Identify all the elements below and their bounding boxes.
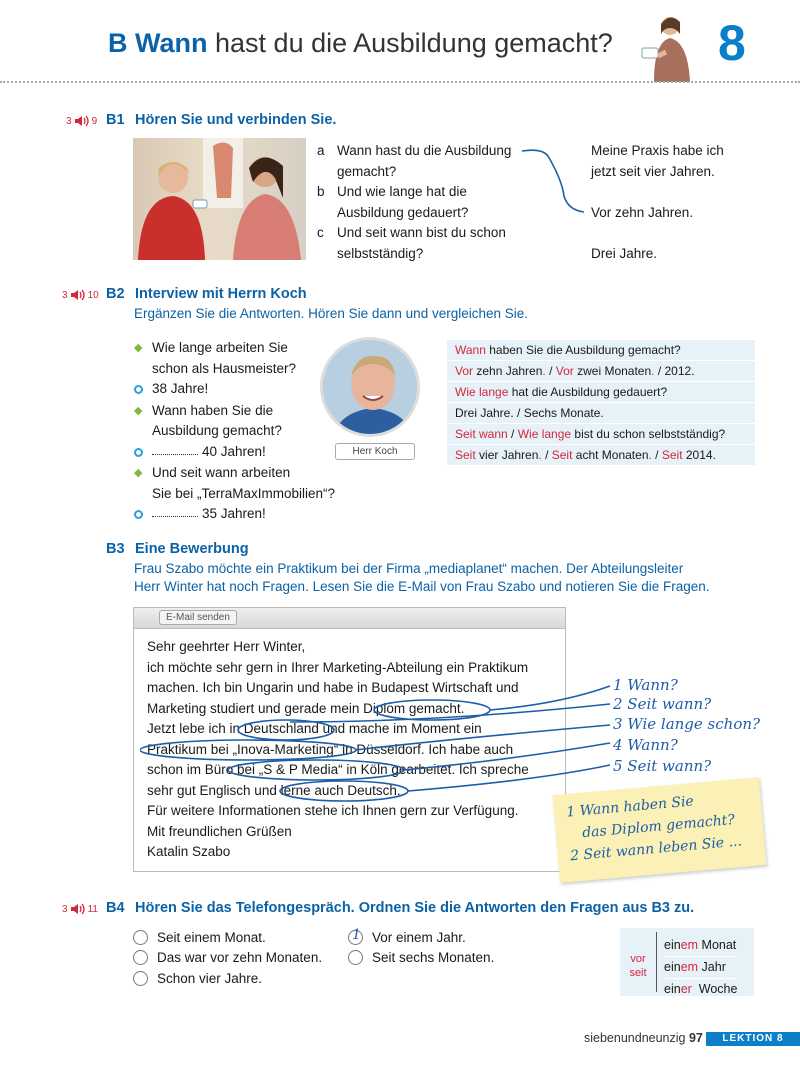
b1-answers: Meine Praxis habe ich jetzt seit vier Jahren. Vor zehn Jahren. Drei Jahre. — [591, 143, 724, 261]
grammar-items: einem Monat einem Jahr einer Woche — [664, 935, 737, 1001]
b2-grammar-table — [447, 340, 755, 466]
circle-bullet-icon — [134, 385, 143, 394]
answer-option[interactable]: 1 Vor einem Jahr. — [348, 927, 494, 948]
circled-phrase: im Büro bei „S & P Media“ in Köln — [186, 762, 388, 777]
b1-code: B1 — [106, 112, 125, 128]
send-email-button[interactable]: E-Mail senden — [159, 610, 237, 625]
b1-photo — [133, 138, 306, 260]
grammar-prepositions: vor seit — [629, 953, 647, 979]
radio-circle[interactable] — [133, 930, 148, 945]
handwritten-question: 3 Wie lange schon? — [613, 715, 761, 733]
b4-options-col2 — [348, 927, 494, 968]
answer-option[interactable]: Seit einem Monat. — [133, 927, 322, 948]
radio-circle[interactable] — [348, 950, 363, 965]
question-a: a Wann hast du die Ausbildung — [317, 143, 512, 158]
question-c: c Und seit wann bist du schon — [317, 225, 506, 240]
b1-title: Hören Sie und verbinden Sie. — [135, 112, 337, 128]
table-row: Wann haben Sie die Ausbildung gemacht? — [447, 340, 755, 361]
answer-option[interactable]: Das war vor zehn Monaten. — [133, 948, 322, 969]
speaker-icon — [70, 289, 86, 301]
audio-track-b2[interactable]: 3 10 — [62, 289, 99, 301]
b1-connector-line — [520, 144, 592, 224]
b2-heading: B2 Interview mit Herrn Koch — [106, 286, 307, 302]
photo-caption: Herr Koch — [335, 443, 415, 460]
track-cd: 3 — [66, 115, 72, 127]
audio-track-b1[interactable] — [66, 115, 97, 127]
handwritten-question: 2 Seit wann? — [613, 695, 712, 713]
lesson-badge: LEKTION 8 — [706, 1032, 800, 1045]
table-row: Seit vier Jahren. / Seit acht Monaten. / Seit 2014. — [447, 445, 755, 466]
table-row: Wie lange hat die Ausbildung gedauert? — [447, 382, 755, 403]
b3-instruction: Frau Szabo möchte ein Praktikum bei der Firma „mediaplanet“ machen. Der Abteilungsleiter Herr Winter hat noch Fragen. Lesen Sie die E-Mail von Frau Szabo und notieren Sie die Fragen. — [134, 561, 710, 594]
email-body: Sehr geehrter Herr Winter, ich möchte sehr gern in Ihrer Marketing-Abteilung ein Praktikum machen. Ich bin Ungarin und habe in Budapest Wirtschaft und Marketing studiert und gerade mein Diplom gemacht. Jetzt lebe ich in Deutschland und mache im Moment ein Praktikum bei „Inova-Marketing“ in Düsseldorf. Ich habe auch schon im Büro bei „S & P Media“ in Köln gearbeitet. Ich spreche sehr gut Englisch und lerne auch Deutsch. Für weitere Informationen stehe ich Ihnen gern zur Verfügung. Mit freundlichen Grüßen Katalin Szabo — [147, 639, 529, 859]
b4-heading: B4 Hören Sie das Telefongespräch. Ordnen Sie die Antworten den Fragen aus B3 zu. — [106, 900, 695, 916]
speaker-icon — [74, 115, 90, 127]
track-number: 9 — [91, 115, 98, 127]
radio-circle[interactable] — [133, 950, 148, 965]
page-footer — [584, 1031, 703, 1045]
answer-gap[interactable] — [152, 442, 198, 455]
page-number: 97 — [688, 1031, 703, 1045]
circled-phrase: Diplom gemacht. — [363, 700, 465, 716]
radio-circle[interactable] — [348, 926, 363, 945]
answer-option[interactable]: Seit sechs Monaten. — [348, 948, 494, 969]
page-number-word: siebenundneunzig — [584, 1031, 686, 1045]
diamond-icon: ◆ — [134, 342, 143, 354]
circle-bullet-icon — [134, 510, 143, 519]
section-letter: B — [108, 28, 128, 58]
title-bold-word: Wann — [135, 28, 208, 58]
circle-bullet-icon — [134, 448, 143, 457]
sticky-note-text: 1 Wann haben Sie das Diplom gemacht? 2 Seit wann leben Sie ... — [565, 793, 743, 865]
table-row: Vor zehn Jahren. / Vor zwei Monaten. / 2012. — [447, 361, 755, 382]
title-rest: hast du die Ausbildung gemacht? — [215, 28, 613, 58]
filled-answer-number: 1 — [352, 926, 361, 943]
circled-phrase: Praktikum bei „Inova-Marketing“ — [147, 741, 339, 757]
b2-dialog: ◆ Wie lange arbeiten Sie schon als Hausmeister? 38 Jahre! ◆ Wann haben Sie die Ausbildung gemacht? 40 Jahren! ◆ Und seit wann arbeiten Sie bei „TerraMaxImmobilien“? 35 Jahren! — [134, 340, 336, 521]
teacher-photo — [630, 12, 706, 82]
b2-instruction: Ergänzen Sie die Antworten. Hören Sie dann und vergleichen Sie. — [134, 306, 529, 321]
question-b: b Und wie lange hat die — [317, 184, 467, 199]
answer-option[interactable]: Schon vier Jahre. — [133, 968, 322, 989]
b3-heading: B3 Eine Bewerbung — [106, 541, 249, 557]
b1-questions: a Wann hast du die Ausbildung gemacht? b Und wie lange hat die Ausbildung gedauert? c Und seit wann bist du schon selbstständig? — [317, 143, 512, 261]
b4-options-col1 — [133, 927, 322, 989]
lesson-number: 8 — [718, 15, 746, 71]
handwritten-annotations — [140, 670, 620, 810]
handwritten-question: 4 Wann? — [613, 736, 678, 754]
table-row: Seit wann / Wie lange bist du schon selbstständig? — [447, 424, 755, 445]
circled-phrase: lerne auch Deutsch. — [280, 782, 401, 798]
handwritten-question: 1 Wann? — [613, 676, 678, 694]
radio-circle[interactable] — [133, 971, 148, 986]
diamond-icon: ◆ — [134, 404, 143, 417]
page-title — [108, 28, 613, 59]
b1-heading — [106, 111, 336, 129]
footer-line — [706, 1045, 800, 1046]
answer-gap[interactable] — [152, 504, 198, 517]
circled-phrase: in Deutschland — [229, 721, 319, 736]
header-divider — [0, 81, 800, 83]
audio-track-b4[interactable]: 3 11 — [62, 903, 98, 915]
herr-koch-photo — [320, 337, 420, 437]
table-row: Drei Jahre. / Sechs Monate. — [447, 403, 755, 424]
grammar-bracket — [656, 932, 657, 992]
speaker-icon — [70, 903, 86, 915]
diamond-icon: ◆ — [134, 467, 143, 479]
handwritten-question: 5 Seit wann? — [613, 757, 712, 775]
